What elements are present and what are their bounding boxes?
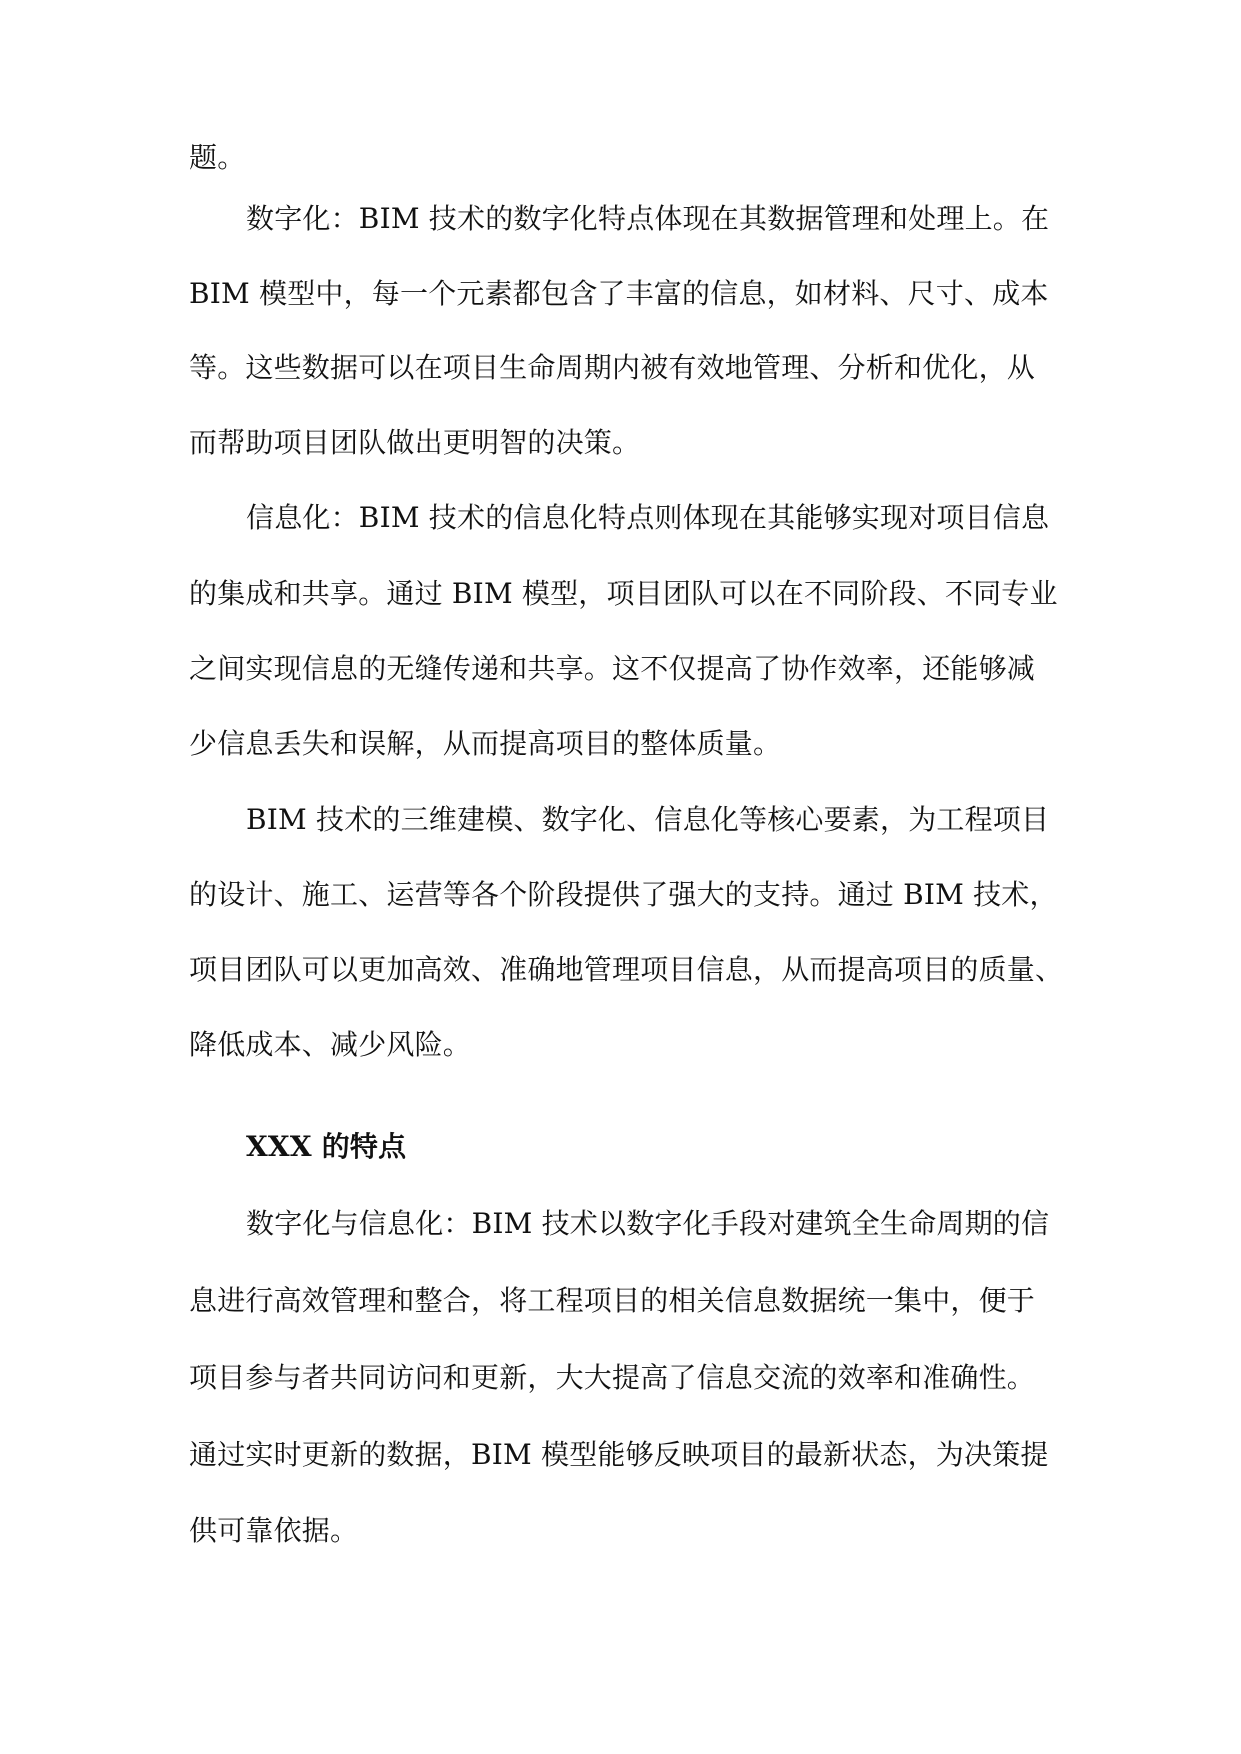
paragraph-line: BIM 模型中，每一个元素都包含了丰富的信息，如材料、尺寸、成本 xyxy=(189,277,1049,310)
paragraph-line: 信息化：BIM 技术的信息化特点则体现在其能够实现对项目信息 xyxy=(246,501,1050,534)
paragraph-line: 之间实现信息的无缝传递和共享。这不仅提高了协作效率，还能够减 xyxy=(189,652,1036,685)
paragraph-line: 供可靠依据。 xyxy=(189,1514,359,1547)
section-heading: XXX 的特点 xyxy=(246,1130,407,1163)
paragraph-line: BIM 技术的三维建模、数字化、信息化等核心要素，为工程项目 xyxy=(246,803,1050,836)
paragraph-line: 数字化与信息化：BIM 技术以数字化手段对建筑全生命周期的信 xyxy=(246,1207,1050,1240)
paragraph-line: 息进行高效管理和整合，将工程项目的相关信息数据统一集中，便于 xyxy=(189,1284,1036,1317)
paragraph-line: 的集成和共享。通过 BIM 模型，项目团队可以在不同阶段、不同专业 xyxy=(189,577,1058,610)
paragraph-line: 通过实时更新的数据，BIM 模型能够反映项目的最新状态，为决策提 xyxy=(189,1438,1049,1471)
paragraph-line: 数字化：BIM 技术的数字化特点体现在其数据管理和处理上。在 xyxy=(246,202,1050,235)
paragraph-line: 少信息丢失和误解，从而提高项目的整体质量。 xyxy=(189,727,782,760)
paragraph-line: 项目团队可以更加高效、准确地管理项目信息，从而提高项目的质量、 xyxy=(189,953,1064,986)
paragraph-line: 等。这些数据可以在项目生命周期内被有效地管理、分析和优化，从 xyxy=(189,351,1036,384)
paragraph-line: 项目参与者共同访问和更新，大大提高了信息交流的效率和准确性。 xyxy=(189,1361,1036,1394)
paragraph-line: 题。 xyxy=(189,141,246,174)
paragraph-line: 而帮助项目团队做出更明智的决策。 xyxy=(189,426,641,459)
paragraph-line: 降低成本、减少风险。 xyxy=(189,1028,472,1061)
paragraph-line: 的设计、施工、运营等各个阶段提供了强大的支持。通过 BIM 技术， xyxy=(189,878,1058,911)
